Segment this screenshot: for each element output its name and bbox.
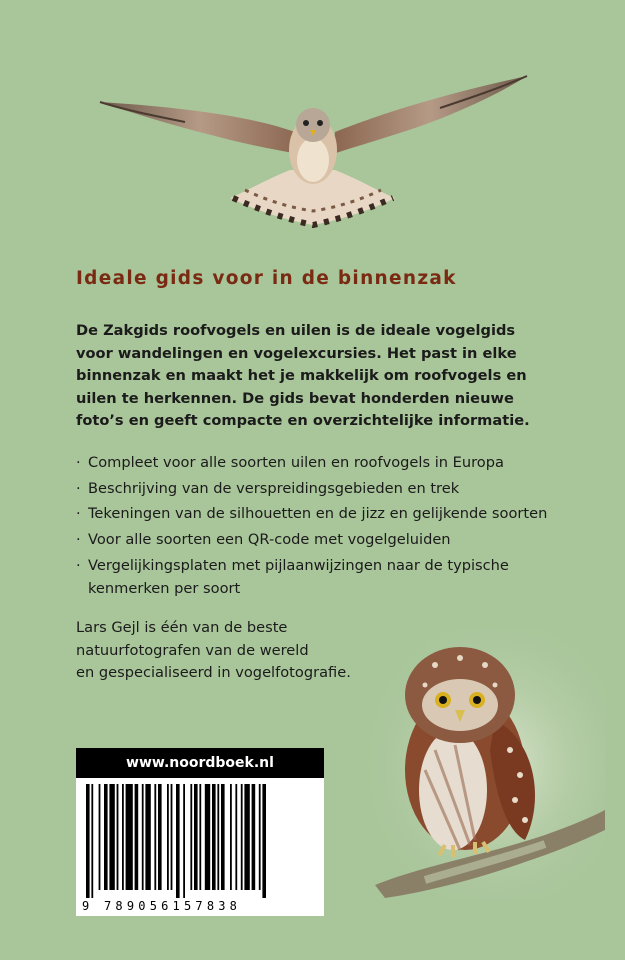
bullet-icon: ·: [76, 479, 81, 497]
bullet-icon: ·: [76, 454, 81, 471]
feature-item: · Compleet voor alle soorten uilen en roofvogels in Europa: [76, 452, 556, 475]
bullet-icon: ·: [76, 556, 81, 574]
kestrel-photo: [95, 70, 535, 235]
author-bio: Lars Gejl is één van de beste natuurfotografen van de wereld en gespecialiseerd in vogelfotografie.: [76, 619, 351, 681]
feature-item: · Beschrijving van de verspreidingsgebieden en trek: [76, 478, 556, 501]
owl-photo: [365, 630, 605, 900]
bullet-icon: ·: [76, 531, 81, 549]
feature-list: [76, 452, 556, 603]
bullet-icon: ·: [76, 505, 81, 523]
isbn-number: 9 789056157838: [82, 899, 242, 913]
feature-item: · Voor alle soorten een QR-code met vogelgeluiden: [76, 529, 556, 552]
intro-paragraph: De Zakgids roofvogels en uilen is de ideale vogelgids voor wandelingen en vogelexcursies. Het past in elke binnenzak en maakt het je makkelijk om roofvogels en uilen te herkennen. De gids bevat honderden nieuwe foto’s en geeft compacte en overzichtelijke informatie.: [76, 322, 530, 429]
barcode-block: [76, 748, 324, 916]
publisher-url: www.noordboek.nl: [76, 748, 324, 778]
headline: Ideale gids voor in de binnenzak: [76, 268, 457, 289]
feature-item: · Vergelijkingsplaten met pijlaanwijzingen naar de typische kenmerken per soort: [76, 556, 509, 597]
feature-item: · Tekeningen van de silhouetten en de jizz en gelijkende soorten: [76, 503, 556, 526]
barcode-bars: [82, 784, 318, 898]
